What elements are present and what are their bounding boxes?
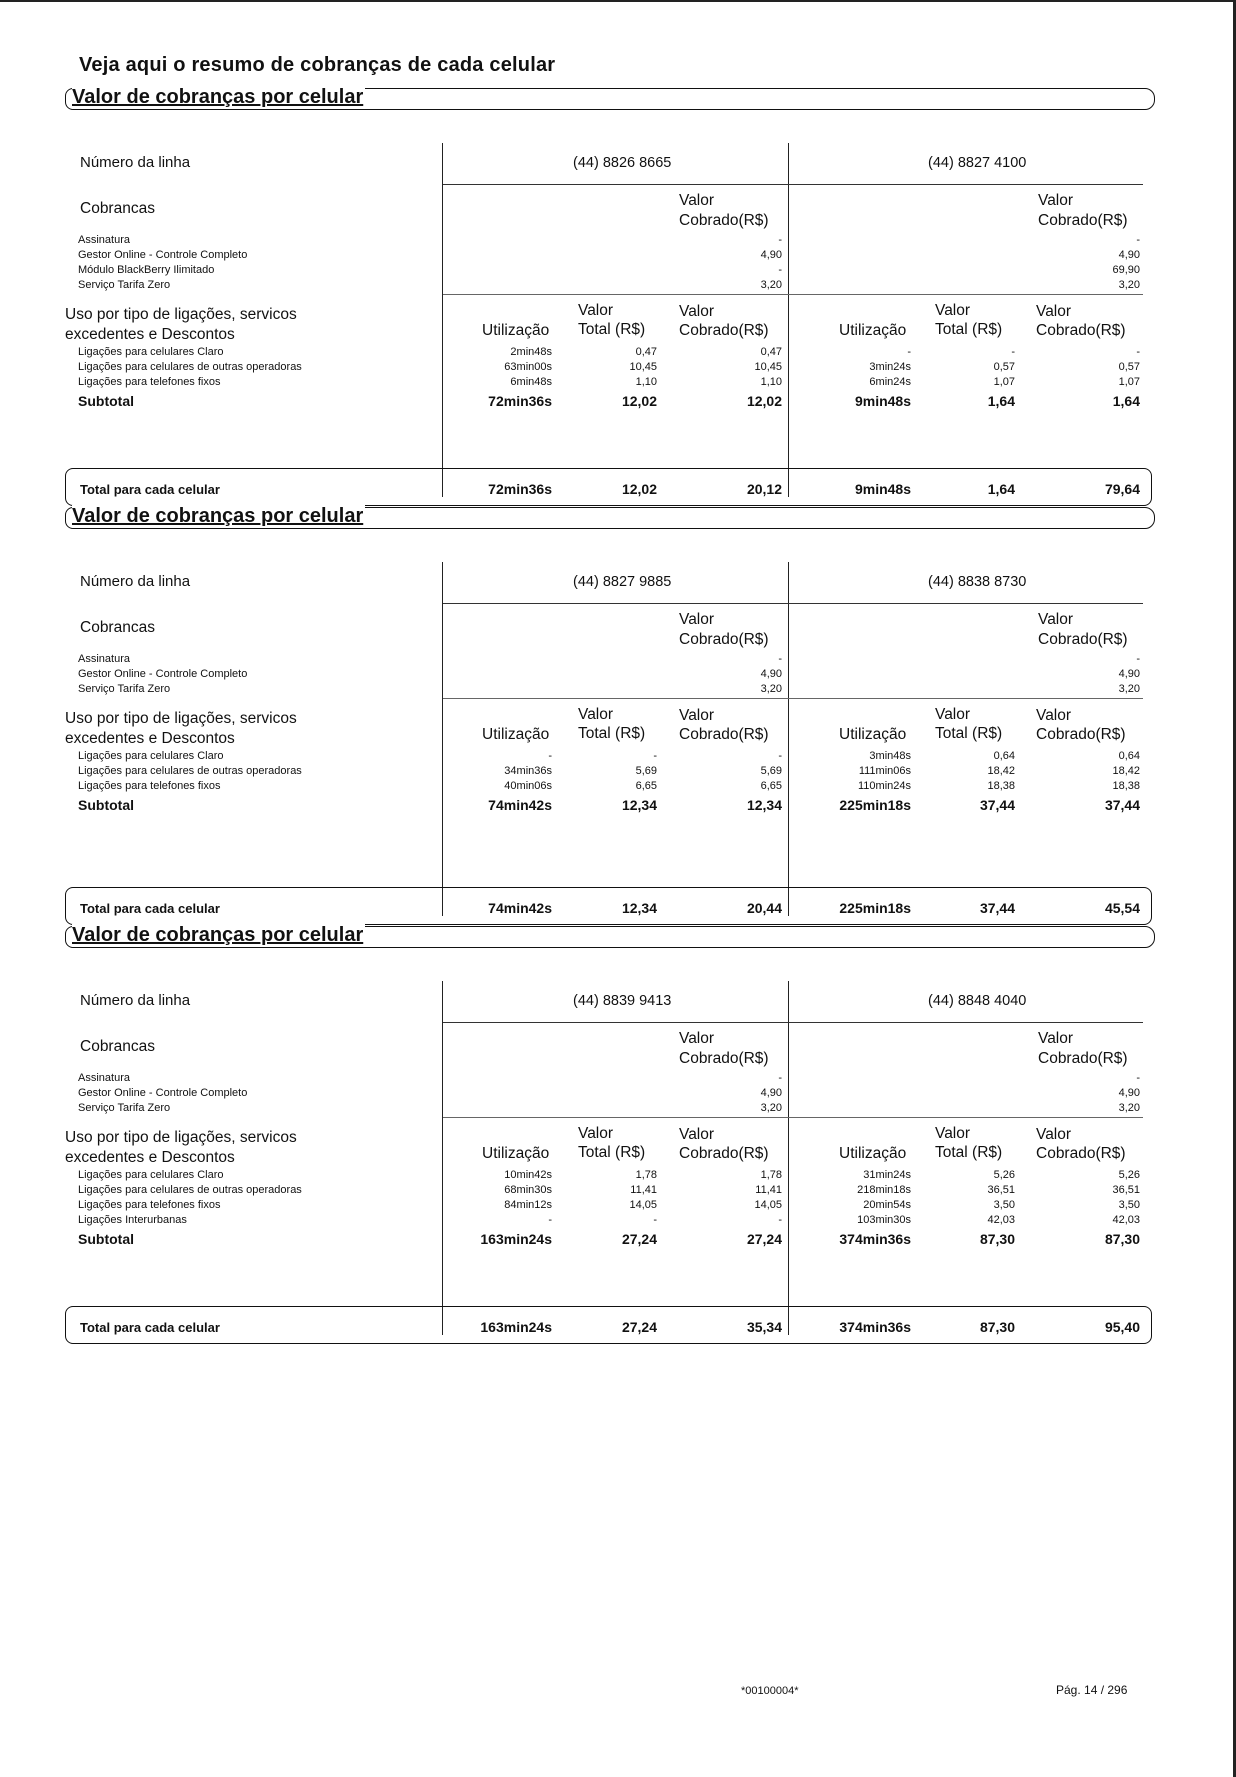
- charge-value: -: [1136, 1072, 1140, 1084]
- total-value: 95,40: [1104, 1319, 1140, 1335]
- total-value: 45,54: [1104, 900, 1140, 916]
- usage-item-label: Ligações para telefones fixos: [78, 780, 221, 792]
- usage-value: 18,38: [987, 780, 1015, 792]
- usage-item-label: Ligações para telefones fixos: [78, 376, 221, 388]
- charge-value: 4,90: [1118, 249, 1140, 261]
- usage-value: 40min06s: [504, 780, 552, 792]
- usage-value: -: [548, 750, 552, 762]
- column-separator: [788, 981, 789, 1335]
- valor-header: Valor: [679, 1126, 715, 1143]
- total-header: Total (R$): [578, 1144, 646, 1161]
- utilizacao-header: Utilização: [839, 1145, 907, 1162]
- subtotal-value: 374min36s: [839, 1231, 911, 1247]
- usage-value: 18,42: [987, 765, 1015, 777]
- footer-code: *00100004*: [741, 1685, 799, 1697]
- usage-value: 6,65: [635, 780, 657, 792]
- usage-value: -: [778, 750, 782, 762]
- usage-item-label: Ligações para telefones fixos: [78, 1199, 221, 1211]
- charge-value: 4,90: [760, 1087, 782, 1099]
- cobrado-header: Cobrado(R$): [679, 1145, 769, 1162]
- utilizacao-header: Utilização: [839, 322, 907, 339]
- valor-header: Valor: [1038, 611, 1074, 628]
- section-title: Valor de cobranças por celular: [72, 924, 364, 946]
- total-value: 87,30: [979, 1319, 1015, 1335]
- subtotal-label: Subtotal: [78, 797, 134, 813]
- usage-value: 0,64: [1118, 750, 1140, 762]
- usage-value: 5,26: [1118, 1169, 1140, 1181]
- cobrancas-label: Cobrancas: [80, 619, 155, 636]
- column-separator: [788, 562, 789, 916]
- total-value: 37,44: [979, 900, 1015, 916]
- section-banner: [65, 926, 1155, 948]
- subtotal-value: 12,34: [746, 797, 782, 813]
- uso-label: Uso por tipo de ligações, servicos: [65, 306, 297, 323]
- charge-value: 3,20: [760, 279, 782, 291]
- section-title: Valor de cobranças por celular: [72, 86, 364, 108]
- cobrado-header: Cobrado(R$): [1036, 322, 1126, 339]
- cobrado-header: Cobrado(R$): [679, 322, 769, 339]
- valor-header: Valor: [1036, 1126, 1072, 1143]
- header-divider: [443, 184, 1143, 185]
- charge-section: [65, 507, 1155, 927]
- usage-value: 1,07: [993, 376, 1015, 388]
- section-title: Valor de cobranças por celular: [72, 505, 364, 527]
- cobrado-header: Cobrado(R$): [679, 1050, 769, 1067]
- section-banner: [65, 88, 1155, 110]
- total-value: 1,64: [987, 481, 1015, 497]
- charge-value: 4,90: [760, 668, 782, 680]
- usage-value: 11,41: [755, 1184, 782, 1196]
- total-header: Total (R$): [935, 321, 1003, 338]
- charge-item-label: Módulo BlackBerry Ilimitado: [78, 264, 215, 276]
- valor-header: Valor: [679, 303, 715, 320]
- valor-header: Valor: [1038, 192, 1074, 209]
- utilizacao-header: Utilização: [839, 726, 907, 743]
- subtotal-value: 72min36s: [488, 393, 552, 409]
- usage-value: 3,50: [993, 1199, 1015, 1211]
- charge-item-label: Assinatura: [78, 1072, 130, 1084]
- usage-value: -: [653, 750, 657, 762]
- total-value: 27,24: [621, 1319, 657, 1335]
- uso-label: excedentes e Descontos: [65, 326, 235, 343]
- usage-value: 110min24s: [858, 780, 911, 792]
- usage-value: 10,45: [754, 361, 782, 373]
- usage-value: 218min18s: [857, 1184, 911, 1196]
- subtotal-value: 1,64: [987, 393, 1015, 409]
- phone-number: (44) 8848 4040: [928, 993, 1027, 1009]
- valor-header: Valor: [578, 1125, 614, 1142]
- usage-value: 3,50: [1118, 1199, 1140, 1211]
- total-value: 20,44: [746, 900, 782, 916]
- utilizacao-header: Utilização: [482, 1145, 550, 1162]
- valor-header: Valor: [578, 302, 614, 319]
- cobrado-header: Cobrado(R$): [1038, 631, 1128, 648]
- valor-header: Valor: [935, 1125, 971, 1142]
- total-value: 35,34: [746, 1319, 782, 1335]
- subtotal-value: 1,64: [1112, 393, 1140, 409]
- usage-value: 1,07: [1118, 376, 1140, 388]
- usage-value: 6min48s: [510, 376, 552, 388]
- usage-value: 14,05: [629, 1199, 657, 1211]
- phone-number: (44) 8826 8665: [573, 155, 672, 171]
- usage-value: 1,78: [760, 1169, 782, 1181]
- header-divider: [443, 603, 1143, 604]
- total-header: Total (R$): [578, 725, 646, 742]
- uso-label: Uso por tipo de ligações, servicos: [65, 710, 297, 727]
- valor-header: Valor: [935, 302, 971, 319]
- charge-value: 4,90: [1118, 1087, 1140, 1099]
- cobrancas-label: Cobrancas: [80, 200, 155, 217]
- usage-value: 0,57: [993, 361, 1015, 373]
- usage-value: 0,47: [760, 346, 782, 358]
- cobrado-header: Cobrado(R$): [1036, 1145, 1126, 1162]
- usage-value: 0,57: [1118, 361, 1140, 373]
- usage-value: -: [1011, 346, 1015, 358]
- total-value: 79,64: [1104, 481, 1140, 497]
- total-value: 12,02: [621, 481, 657, 497]
- charge-value: -: [778, 264, 782, 276]
- charge-value: 3,20: [1118, 1102, 1140, 1114]
- total-label: Total para cada celular: [80, 482, 220, 497]
- subtotal-label: Subtotal: [78, 1231, 134, 1247]
- subtotal-value: 27,24: [621, 1231, 657, 1247]
- total-label: Total para cada celular: [80, 901, 220, 916]
- charge-item-label: Serviço Tarifa Zero: [78, 279, 171, 291]
- subtotal-value: 9min48s: [854, 393, 911, 409]
- subtotal-value: 27,24: [746, 1231, 782, 1247]
- subtotal-value: 163min24s: [480, 1231, 552, 1247]
- charge-item-label: Assinatura: [78, 234, 130, 246]
- cobrado-header: Cobrado(R$): [679, 631, 769, 648]
- uso-label: excedentes e Descontos: [65, 1149, 235, 1166]
- column-separator: [442, 981, 443, 1335]
- valor-header: Valor: [1036, 303, 1072, 320]
- usage-value: 42,03: [987, 1214, 1015, 1226]
- subtotal-label: Subtotal: [78, 393, 134, 409]
- subtotal-value: 225min18s: [839, 797, 911, 813]
- valor-header: Valor: [935, 706, 971, 723]
- usage-item-label: Ligações para celulares de outras operadoras: [78, 1184, 302, 1196]
- valor-header: Valor: [1036, 707, 1072, 724]
- column-separator: [788, 143, 789, 497]
- usage-value: 6min24s: [869, 376, 911, 388]
- subtotal-value: 87,30: [979, 1231, 1015, 1247]
- page-heading: Veja aqui o resumo de cobranças de cada celular: [79, 54, 556, 76]
- total-header: Total (R$): [935, 1144, 1003, 1161]
- cobrado-header: Cobrado(R$): [1036, 726, 1126, 743]
- valor-header: Valor: [1038, 1030, 1074, 1047]
- usage-value: 1,78: [635, 1169, 657, 1181]
- total-label: Total para cada celular: [80, 1320, 220, 1335]
- total-value: 74min42s: [488, 900, 552, 916]
- phone-number: (44) 8827 9885: [573, 574, 672, 590]
- total-header: Total (R$): [935, 725, 1003, 742]
- usage-item-label: Ligações para celulares Claro: [78, 346, 224, 358]
- usage-value: 2min48s: [510, 346, 552, 358]
- usage-value: 18,38: [1112, 780, 1140, 792]
- usage-value: 20min54s: [863, 1199, 911, 1211]
- usage-value: 63min00s: [504, 361, 552, 373]
- utilizacao-header: Utilização: [482, 726, 550, 743]
- header-divider: [443, 1022, 1143, 1023]
- valor-header: Valor: [679, 707, 715, 724]
- usage-value: 0,47: [635, 346, 657, 358]
- usage-value: 42,03: [1112, 1214, 1140, 1226]
- subtotal-value: 37,44: [1104, 797, 1140, 813]
- usage-value: 34min36s: [504, 765, 552, 777]
- uso-label: Uso por tipo de ligações, servicos: [65, 1129, 297, 1146]
- charge-value: 3,20: [1118, 279, 1140, 291]
- usage-value: 5,69: [635, 765, 657, 777]
- charge-item-label: Serviço Tarifa Zero: [78, 1102, 171, 1114]
- usage-value: 0,64: [993, 750, 1015, 762]
- usage-value: 1,10: [760, 376, 782, 388]
- charges-divider: [443, 698, 1143, 699]
- charge-value: 3,20: [1118, 683, 1140, 695]
- cobrado-header: Cobrado(R$): [679, 212, 769, 229]
- phone-number: (44) 8839 9413: [573, 993, 672, 1009]
- usage-value: -: [907, 346, 911, 358]
- total-value: 72min36s: [488, 481, 552, 497]
- valor-header: Valor: [578, 706, 614, 723]
- charge-value: 4,90: [760, 249, 782, 261]
- usage-value: 3min24s: [869, 361, 911, 373]
- charge-section: [65, 926, 1155, 1346]
- usage-value: 31min24s: [863, 1169, 911, 1181]
- usage-value: 5,26: [993, 1169, 1015, 1181]
- total-value: 225min18s: [839, 900, 911, 916]
- usage-value: 103min30s: [857, 1214, 911, 1226]
- usage-value: 36,51: [987, 1184, 1015, 1196]
- subtotal-value: 12,02: [746, 393, 782, 409]
- usage-value: -: [1136, 346, 1140, 358]
- total-value: 20,12: [746, 481, 782, 497]
- charge-value: 4,90: [1118, 668, 1140, 680]
- usage-value: 11,41: [630, 1184, 657, 1196]
- usage-value: 5,69: [760, 765, 782, 777]
- charge-item-label: Gestor Online - Controle Completo: [78, 249, 248, 261]
- charge-item-label: Gestor Online - Controle Completo: [78, 668, 248, 680]
- usage-value: 10,45: [629, 361, 657, 373]
- charge-value: -: [1136, 234, 1140, 246]
- total-value: 374min36s: [839, 1319, 911, 1335]
- charge-item-label: Assinatura: [78, 653, 130, 665]
- subtotal-value: 74min42s: [488, 797, 552, 813]
- subtotal-value: 37,44: [979, 797, 1015, 813]
- charge-value: -: [778, 234, 782, 246]
- phone-number: (44) 8827 4100: [928, 155, 1027, 171]
- usage-value: 10min42s: [504, 1169, 552, 1181]
- charge-value: -: [778, 653, 782, 665]
- usage-value: -: [548, 1214, 552, 1226]
- cobrancas-label: Cobrancas: [80, 1038, 155, 1055]
- numero-linha-label: Número da linha: [80, 992, 191, 1009]
- usage-value: 111min06s: [858, 765, 911, 777]
- usage-value: 3min48s: [869, 750, 911, 762]
- usage-value: -: [653, 1214, 657, 1226]
- cobrado-header: Cobrado(R$): [679, 726, 769, 743]
- charges-divider: [443, 294, 1143, 295]
- usage-value: 14,05: [754, 1199, 782, 1211]
- charge-item-label: Gestor Online - Controle Completo: [78, 1087, 248, 1099]
- charge-section: [65, 88, 1155, 508]
- charges-divider: [443, 1117, 1143, 1118]
- charge-value: 69,90: [1112, 264, 1140, 276]
- usage-value: 84min12s: [504, 1199, 552, 1211]
- usage-value: -: [778, 1214, 782, 1226]
- numero-linha-label: Número da linha: [80, 154, 191, 171]
- charge-value: -: [1136, 653, 1140, 665]
- usage-value: 18,42: [1112, 765, 1140, 777]
- usage-item-label: Ligações para celulares de outras operadoras: [78, 361, 302, 373]
- total-value: 163min24s: [480, 1319, 552, 1335]
- column-separator: [442, 562, 443, 916]
- uso-label: excedentes e Descontos: [65, 730, 235, 747]
- valor-header: Valor: [679, 611, 715, 628]
- usage-item-label: Ligações para celulares Claro: [78, 750, 224, 762]
- cobrado-header: Cobrado(R$): [1038, 1050, 1128, 1067]
- usage-value: 36,51: [1112, 1184, 1140, 1196]
- usage-value: 6,65: [760, 780, 782, 792]
- valor-header: Valor: [679, 192, 715, 209]
- total-value: 12,34: [621, 900, 657, 916]
- usage-value: 1,10: [635, 376, 657, 388]
- phone-number: (44) 8838 8730: [928, 574, 1027, 590]
- cobrado-header: Cobrado(R$): [1038, 212, 1128, 229]
- usage-item-label: Ligações para celulares Claro: [78, 1169, 224, 1181]
- section-banner: [65, 507, 1155, 529]
- usage-item-label: Ligações Interurbanas: [78, 1214, 187, 1226]
- column-separator: [442, 143, 443, 497]
- footer-page-number: Pág. 14 / 296: [1056, 1683, 1128, 1697]
- usage-value: 68min30s: [504, 1184, 552, 1196]
- subtotal-value: 12,34: [621, 797, 657, 813]
- subtotal-value: 87,30: [1104, 1231, 1140, 1247]
- total-header: Total (R$): [578, 321, 646, 338]
- total-value: 9min48s: [854, 481, 911, 497]
- charge-value: 3,20: [760, 683, 782, 695]
- utilizacao-header: Utilização: [482, 322, 550, 339]
- valor-header: Valor: [679, 1030, 715, 1047]
- usage-item-label: Ligações para celulares de outras operadoras: [78, 765, 302, 777]
- numero-linha-label: Número da linha: [80, 573, 191, 590]
- charge-item-label: Serviço Tarifa Zero: [78, 683, 171, 695]
- charge-value: 3,20: [760, 1102, 782, 1114]
- subtotal-value: 12,02: [621, 393, 657, 409]
- charge-value: -: [778, 1072, 782, 1084]
